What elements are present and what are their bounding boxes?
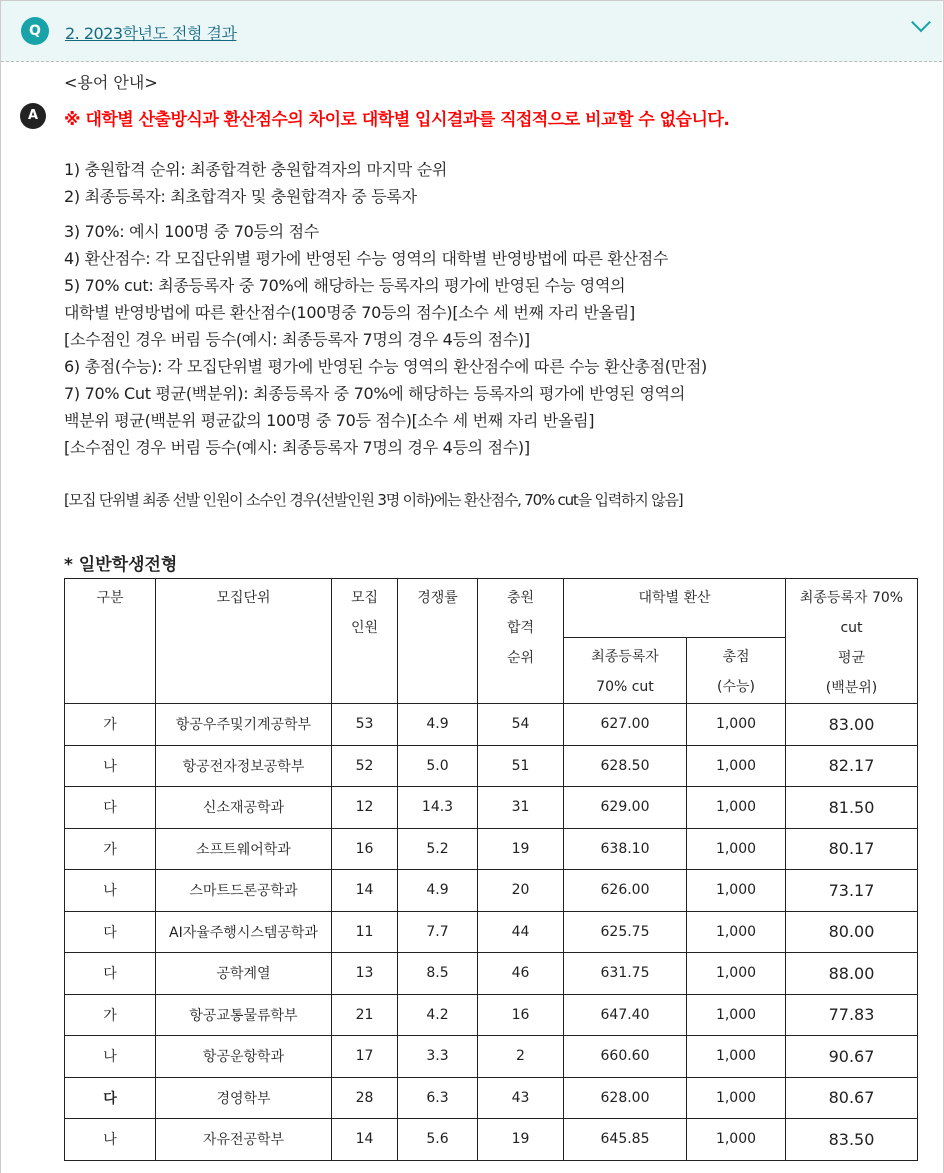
term-line: 1) 충원합격 순위: 최종합격한 충원합격자의 마지막 순위 <box>64 160 448 179</box>
cell-group: 나 <box>65 870 156 912</box>
cell-unit: AI자율주행시스템공학과 <box>156 911 332 953</box>
cell-unit: 자유전공학부 <box>156 1119 332 1161</box>
cell-quota: 14 <box>332 1119 398 1161</box>
table-row <box>65 911 918 953</box>
cell-rate: 5.2 <box>398 828 478 870</box>
table-row <box>65 1036 918 1078</box>
cell-total: 1,000 <box>687 828 786 870</box>
cell-unit: 신소재공학과 <box>156 787 332 829</box>
cell-quota: 52 <box>332 745 398 787</box>
cell-unit: 공학계열 <box>156 953 332 995</box>
term-line: 백분위 평균(백분위 평균값의 100명 중 70등 점수)[소수 세 번째 자리 반올림] <box>64 411 595 430</box>
results-table <box>64 578 918 1161</box>
table-row <box>65 787 918 829</box>
cell-rank: 51 <box>478 745 564 787</box>
cell-cut: 629.00 <box>564 787 687 829</box>
cell-rank: 19 <box>478 1119 564 1161</box>
table-row <box>65 994 918 1036</box>
cell-pct: 77.83 <box>786 994 918 1036</box>
cell-total: 1,000 <box>687 1119 786 1161</box>
cell-group: 나 <box>65 1036 156 1078</box>
cell-unit: 경영학부 <box>156 1077 332 1119</box>
cell-pct: 82.17 <box>786 745 918 787</box>
table-row <box>65 953 918 995</box>
warning-text: ※ 대학별 산출방식과 환산점수의 차이로 대학별 입시결과를 직접적으로 비교할 수 없습니다. <box>64 110 730 130</box>
cell-unit: 스마트드론공학과 <box>156 870 332 912</box>
header-group: 구분 <box>65 579 156 704</box>
term-line: 5) 70% cut: 최종등록자 중 70%에 해당하는 등록자의 평가에 반영된 수능 영역의 <box>64 276 626 295</box>
header-quota: 모집 인원 <box>332 579 398 704</box>
note-text: [모집 단위별 최종 선발 인원이 소수인 경우(선발인원 3명 이하)에는 환산점수, 70% cut을 입력하지 않음] <box>64 491 683 509</box>
question-badge: Q <box>21 17 49 45</box>
cell-pct: 80.00 <box>786 911 918 953</box>
table-row <box>65 828 918 870</box>
cell-unit: 항공우주및기계공학부 <box>156 704 332 746</box>
cell-cut: 638.10 <box>564 828 687 870</box>
cell-quota: 53 <box>332 704 398 746</box>
section-title: * 일반학생전형 <box>64 555 178 575</box>
cell-rank: 43 <box>478 1077 564 1119</box>
cell-total: 1,000 <box>687 787 786 829</box>
cell-cut: 631.75 <box>564 953 687 995</box>
cell-group: 가 <box>65 994 156 1036</box>
header-pct: 최종등록자 70% cut 평균 (백분위) <box>786 579 918 704</box>
cell-rank: 2 <box>478 1036 564 1078</box>
cell-rank: 44 <box>478 911 564 953</box>
cell-group: 나 <box>65 1119 156 1161</box>
cell-quota: 14 <box>332 870 398 912</box>
answer-badge: A <box>20 103 46 129</box>
cell-quota: 13 <box>332 953 398 995</box>
cell-unit: 항공운항학과 <box>156 1036 332 1078</box>
cell-rate: 3.3 <box>398 1036 478 1078</box>
header-rate: 경쟁률 <box>398 579 478 704</box>
cell-rate: 4.2 <box>398 994 478 1036</box>
cell-quota: 21 <box>332 994 398 1036</box>
table-row <box>65 870 918 912</box>
cell-pct: 90.67 <box>786 1036 918 1078</box>
cell-rank: 46 <box>478 953 564 995</box>
cell-quota: 16 <box>332 828 398 870</box>
cell-total: 1,000 <box>687 911 786 953</box>
cell-rank: 54 <box>478 704 564 746</box>
term-line: [소수점인 경우 버림 등수(예시: 최종등록자 7명의 경우 4등의 점수)] <box>64 330 530 349</box>
cell-total: 1,000 <box>687 953 786 995</box>
chevron-down-icon[interactable] <box>911 12 931 32</box>
cell-group: 다 <box>65 787 156 829</box>
cell-cut: 628.00 <box>564 1077 687 1119</box>
cell-rank: 19 <box>478 828 564 870</box>
cell-cut: 660.60 <box>564 1036 687 1078</box>
cell-total: 1,000 <box>687 1036 786 1078</box>
term-line: 4) 환산점수: 각 모집단위별 평가에 반영된 수능 영역의 대학별 반영방법에 따른 환산점수 <box>64 249 669 268</box>
cell-rate: 4.9 <box>398 870 478 912</box>
cell-cut: 645.85 <box>564 1119 687 1161</box>
cell-pct: 81.50 <box>786 787 918 829</box>
cell-quota: 11 <box>332 911 398 953</box>
cell-pct: 80.17 <box>786 828 918 870</box>
cell-rank: 16 <box>478 994 564 1036</box>
cell-pct: 80.67 <box>786 1077 918 1119</box>
cell-rate: 8.5 <box>398 953 478 995</box>
question-header[interactable] <box>1 1 942 62</box>
cell-quota: 17 <box>332 1036 398 1078</box>
cell-unit: 항공교통물류학부 <box>156 994 332 1036</box>
cell-rate: 5.0 <box>398 745 478 787</box>
header-rank: 충원 합격 순위 <box>478 579 564 704</box>
cell-group: 다 <box>65 911 156 953</box>
term-line: 3) 70%: 예시 100명 중 70등의 점수 <box>64 222 319 241</box>
term-line: 7) 70% Cut 평균(백분위): 최종등록자 중 70%에 해당하는 등록자의 평가에 반영된 영역의 <box>64 384 685 403</box>
cell-rank: 20 <box>478 870 564 912</box>
cell-rate: 4.9 <box>398 704 478 746</box>
cell-group: 다 <box>65 953 156 995</box>
cell-quota: 28 <box>332 1077 398 1119</box>
cell-pct: 83.00 <box>786 704 918 746</box>
cell-pct: 83.50 <box>786 1119 918 1161</box>
header-univ: 대학별 환산 <box>564 579 786 638</box>
cell-total: 1,000 <box>687 745 786 787</box>
cell-pct: 73.17 <box>786 870 918 912</box>
table-row <box>65 704 918 746</box>
header-unit: 모집단위 <box>156 579 332 704</box>
cell-total: 1,000 <box>687 870 786 912</box>
cell-quota: 12 <box>332 787 398 829</box>
table-row <box>65 1077 918 1119</box>
cell-unit: 항공전자정보공학부 <box>156 745 332 787</box>
cell-rate: 7.7 <box>398 911 478 953</box>
cell-total: 1,000 <box>687 1077 786 1119</box>
cell-cut: 625.75 <box>564 911 687 953</box>
answer-content <box>64 70 924 575</box>
term-line: 대학별 반영방법에 따른 환산점수(100명중 70등의 점수)[소수 세 번째 자리 반올림] <box>64 303 635 322</box>
cell-rank: 31 <box>478 787 564 829</box>
cell-cut: 647.40 <box>564 994 687 1036</box>
cell-unit: 소프트웨어학과 <box>156 828 332 870</box>
cell-total: 1,000 <box>687 994 786 1036</box>
cell-rate: 6.3 <box>398 1077 478 1119</box>
question-title-link[interactable]: 2. 2023학년도 전형 결과 <box>65 24 237 43</box>
header-total: 총점 (수능) <box>687 638 786 704</box>
table-row <box>65 745 918 787</box>
cell-rate: 14.3 <box>398 787 478 829</box>
term-line: 2) 최종등록자: 최초합격자 및 충원합격자 중 등록자 <box>64 187 417 206</box>
term-line: [소수점인 경우 버림 등수(예시: 최종등록자 7명의 경우 4등의 점수)] <box>64 438 530 457</box>
table-row <box>65 1119 918 1161</box>
cell-group: 가 <box>65 704 156 746</box>
cell-cut: 626.00 <box>564 870 687 912</box>
term-line: 6) 총점(수능): 각 모집단위별 평가에 반영된 수능 영역의 환산점수에 따른 수능 환산총점(만점) <box>64 357 707 376</box>
cell-rate: 5.6 <box>398 1119 478 1161</box>
term-title: <용어 안내> <box>64 73 158 92</box>
cell-cut: 627.00 <box>564 704 687 746</box>
cell-cut: 628.50 <box>564 745 687 787</box>
cell-group: 가 <box>65 828 156 870</box>
cell-group: 다 <box>65 1077 156 1119</box>
cell-pct: 88.00 <box>786 953 918 995</box>
header-cut: 최종등록자 70% cut <box>564 638 687 704</box>
cell-group: 나 <box>65 745 156 787</box>
cell-total: 1,000 <box>687 704 786 746</box>
